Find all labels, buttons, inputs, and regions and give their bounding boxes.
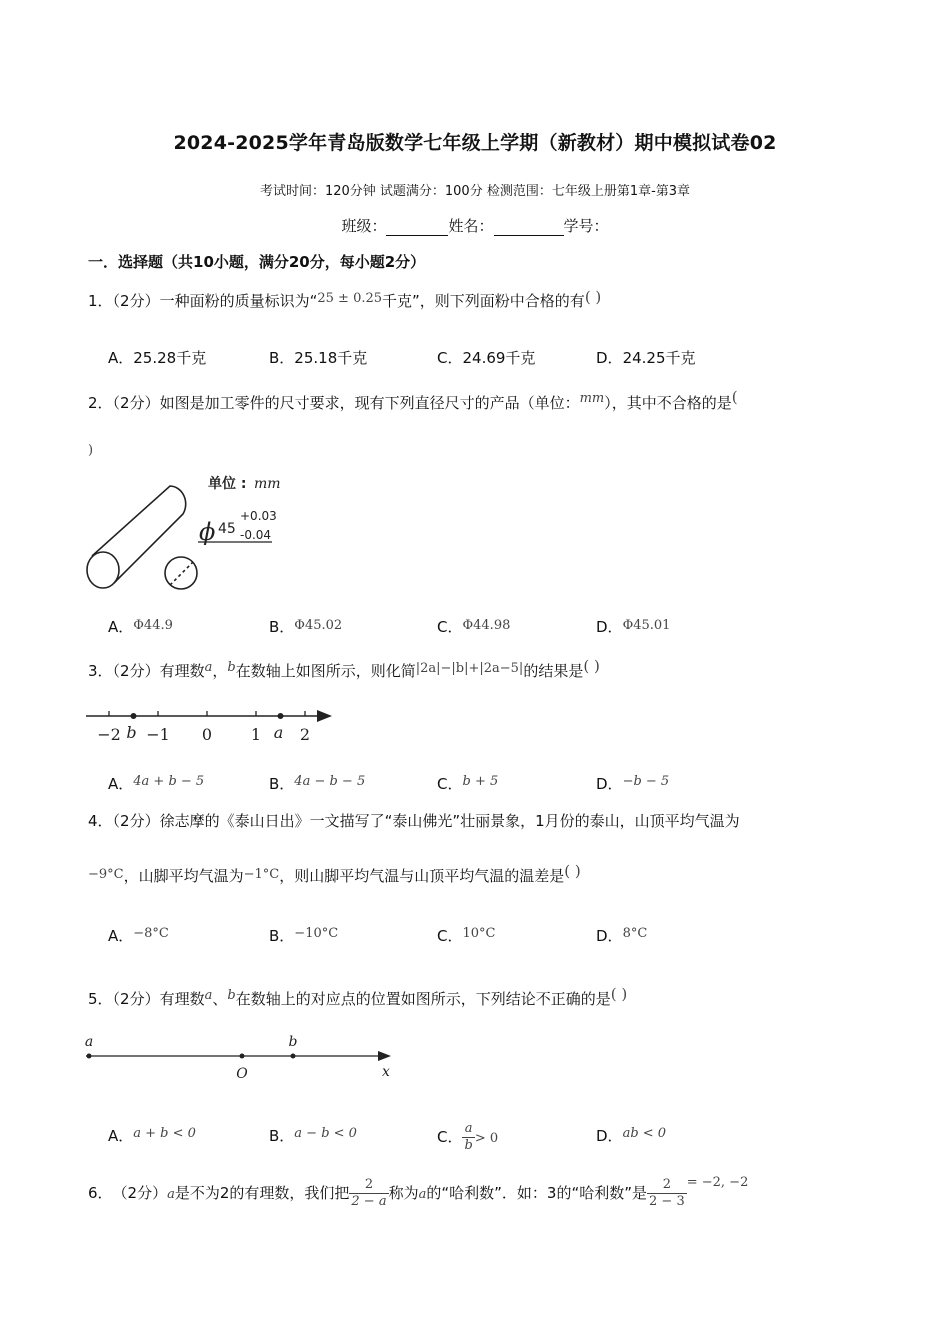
lower-tolerance: -0.04	[240, 528, 272, 542]
math-expr: |2a|−|b|+|2a−5|	[415, 661, 524, 676]
axis-x-label: x	[382, 1064, 390, 1080]
var-a: a	[418, 1187, 427, 1202]
name-blank[interactable]	[494, 221, 564, 236]
option-a[interactable]: A．4a + b − 5	[108, 774, 205, 793]
numberline-q3	[84, 700, 344, 748]
question-4	[88, 810, 740, 831]
option-b[interactable]: B．25.18千克	[269, 349, 368, 367]
frac-numerator: 2	[349, 1177, 388, 1194]
math-expr: 25 ± 0.25	[317, 291, 383, 306]
var-a: a	[204, 660, 213, 675]
tick-label: −2	[97, 725, 121, 744]
var-b: b	[227, 988, 236, 1003]
option-c[interactable]: C．b + 5	[437, 774, 499, 793]
diameter-line	[170, 562, 193, 585]
question-number: 3．	[88, 662, 113, 680]
question-number: 2．	[88, 394, 113, 412]
id-label: 学号：	[563, 217, 609, 235]
point-a	[87, 1054, 92, 1059]
tick-label: 0	[201, 725, 213, 744]
question-text: （2分）有理数	[112, 990, 205, 1008]
axis-points	[85, 1034, 298, 1082]
option-d[interactable]: D．−b − 5	[596, 774, 670, 793]
question-text: 千克”，则下列面粉中合格的有	[382, 292, 585, 310]
unit-mm: mm	[254, 476, 281, 492]
answer-paren-open: (	[731, 388, 738, 406]
class-label: 班级：	[341, 217, 387, 235]
option-a[interactable]: A．−8°C	[108, 926, 169, 945]
name-label: 姓名：	[448, 217, 494, 235]
point-a	[278, 713, 284, 719]
math-tail: = −2, −2	[686, 1175, 749, 1190]
upper-tolerance: +0.03	[240, 509, 277, 523]
question-text: （2分）如图是加工零件的尺寸要求，现有下列直径尺寸的产品（单位：	[112, 394, 580, 412]
option-d[interactable]: D．24.25千克	[596, 349, 696, 367]
option-b[interactable]: B．−10°C	[269, 926, 339, 945]
answer-paren: ( )	[583, 657, 600, 675]
option-a[interactable]: A．Φ44.9	[108, 618, 173, 636]
option-a[interactable]: A．25.28千克	[108, 349, 207, 367]
question-number: 5．	[88, 990, 113, 1008]
question-text: ，山脚平均气温为	[123, 867, 244, 885]
cylinder-figure	[84, 468, 294, 598]
tick-label: 1	[250, 725, 262, 744]
temp-top: −9°C	[88, 867, 124, 882]
question-text: （2分）一种面粉的质量标识为“	[112, 292, 318, 310]
option-c[interactable]: C． $\frac{a}{b}$ > 0	[437, 1121, 499, 1153]
class-blank[interactable]	[386, 221, 448, 236]
tick-label: −1	[146, 725, 170, 744]
question-text: 是不为2的有理数，我们把	[174, 1184, 350, 1202]
section-title: 一．选择题（共10小题，满分20分，每小题2分）	[88, 253, 426, 271]
question-text: 的结果是	[523, 662, 584, 680]
point-b	[131, 713, 137, 719]
var-a: a	[204, 988, 213, 1003]
student-info	[0, 215, 950, 236]
tick-label: 2	[299, 725, 311, 744]
option-c[interactable]: C．Φ44.98	[437, 618, 511, 636]
axis-arrow	[378, 1051, 391, 1061]
option-a[interactable]: A．a + b < 0	[108, 1126, 196, 1145]
var-a: a	[167, 1187, 175, 1202]
point-O	[240, 1054, 245, 1059]
question-number: 1．	[88, 292, 113, 310]
question-number: 6．	[88, 1184, 113, 1202]
math-unit: mm	[579, 391, 605, 406]
frac-denominator: 2 − 3	[649, 1194, 685, 1209]
question-text: （2分）有理数	[112, 662, 205, 680]
point-label-O: O	[236, 1066, 248, 1082]
question-text: （2分）	[112, 1184, 168, 1202]
point-label-b: b	[288, 1034, 298, 1050]
phi-symbol: ϕ	[199, 518, 216, 546]
var-b: b	[227, 660, 236, 675]
question-text: ，则山脚平均气温与山顶平均气温的温差是	[279, 867, 565, 885]
question-2	[88, 388, 738, 413]
question-text: ），其中不合格的是	[604, 394, 732, 412]
answer-paren-close: )	[88, 443, 94, 458]
answer-paren: ( )	[610, 985, 628, 1003]
cylinder-body	[92, 486, 186, 583]
point-b	[291, 1054, 296, 1059]
option-d[interactable]: D．8°C	[596, 926, 648, 945]
question-1	[88, 288, 601, 311]
option-d[interactable]: D．ab < 0	[596, 1126, 667, 1145]
question-text: 的“哈利数”．如：3的“哈利数”是	[426, 1184, 648, 1202]
question-text: 在数轴上如图所示，则化简	[235, 662, 416, 680]
question-text: 在数轴上的对应点的位置如图所示，下列结论不正确的是	[235, 990, 611, 1008]
nominal-value: 45	[218, 521, 236, 537]
option-b[interactable]: B．a − b < 0	[269, 1126, 357, 1145]
option-d[interactable]: D．Φ45.01	[596, 618, 671, 636]
axis-arrow	[317, 710, 332, 722]
question-3: 3．（2分）有理数a，b在数轴上如图所示，则化简|2a|−|b|+|2a−5|的结果是( )	[88, 657, 600, 680]
option-b[interactable]: B．Φ45.02	[269, 618, 343, 636]
frac-denominator: 2 − a	[351, 1194, 387, 1209]
question-6	[88, 1156, 748, 1210]
answer-paren: ( )	[564, 862, 581, 880]
temp-foot: −1°C	[243, 867, 280, 882]
exam-meta: 考试时间：120分钟 试题满分：100分 检测范围：七年级上册第1章-第3章	[259, 184, 691, 199]
frac-numerator: 2	[647, 1177, 687, 1194]
option-c[interactable]: C．24.69千克	[437, 349, 536, 367]
page-title: 2024-2025学年青岛版数学七年级上学期（新教材）期中模拟试卷02	[173, 132, 777, 154]
question-4-line2	[88, 862, 581, 886]
point-label-a: a	[273, 723, 284, 742]
option-c[interactable]: C．10°C	[437, 926, 496, 945]
point-label-a: a	[84, 1034, 94, 1050]
question-text: （2分）徐志摩的《泰山日出》一文描写了“泰山佛光”壮丽景象，1月份的泰山，山顶平均气温为	[112, 812, 740, 830]
unit-label: 单位 :	[208, 476, 247, 492]
point-label-b: b	[126, 723, 137, 742]
option-b[interactable]: B．4a − b − 5	[269, 774, 366, 793]
numberline-q5	[84, 1030, 404, 1082]
question-5: 5．（2分）有理数a、b在数轴上的对应点的位置如图所示，下列结论不正确的是( )	[88, 985, 628, 1008]
question-text: 称为	[388, 1184, 419, 1202]
answer-paren: ( )	[584, 288, 602, 306]
question-number: 4．	[88, 812, 113, 830]
